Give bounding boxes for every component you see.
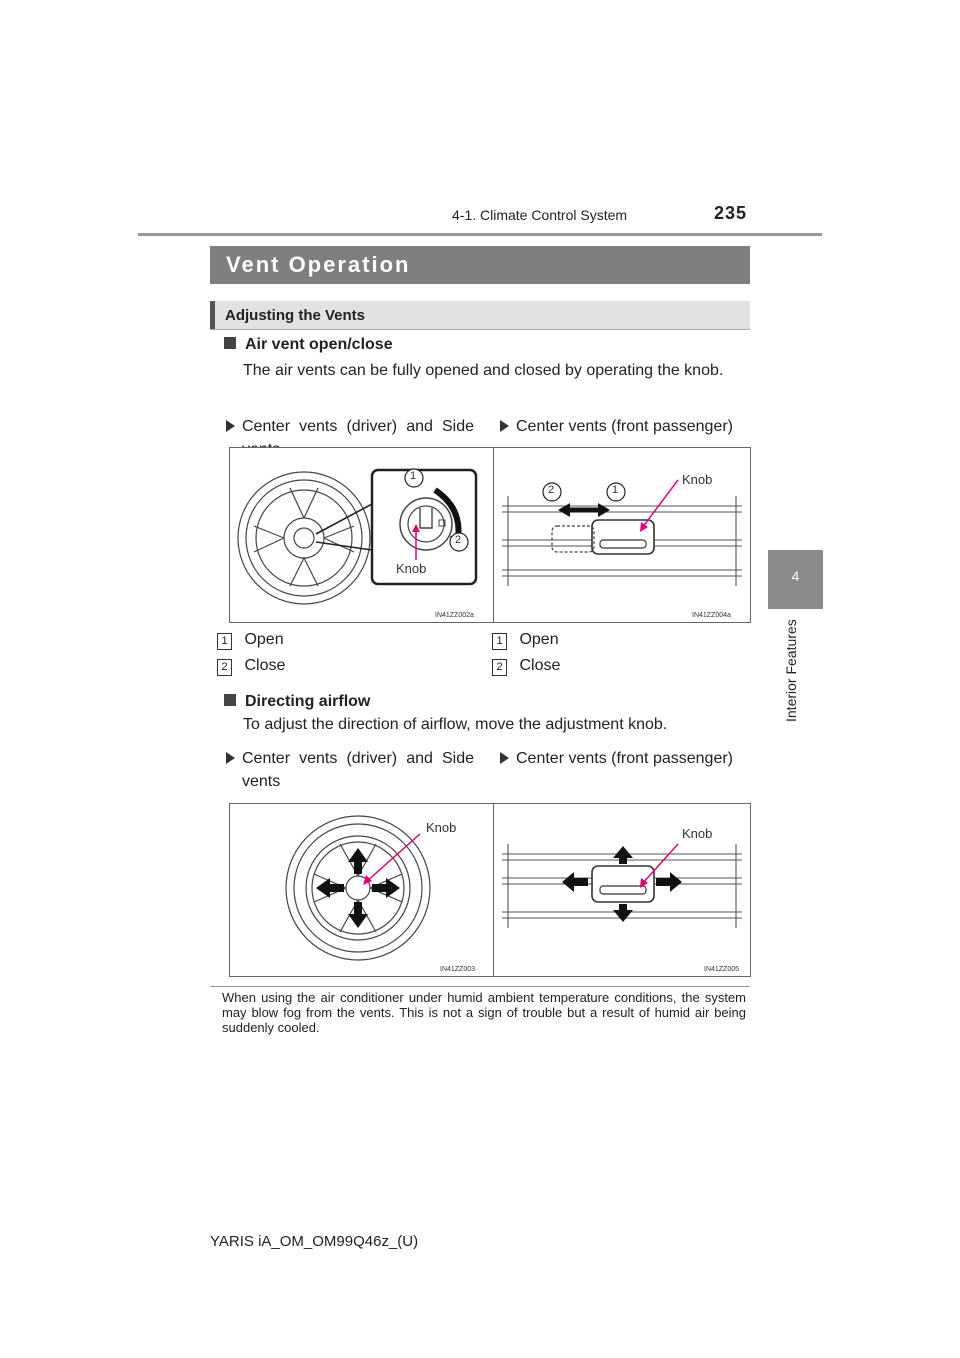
figure-code: IN41ZZ003 — [440, 966, 476, 973]
square-bullet-icon — [224, 694, 236, 706]
legend-right-item-2: 2 Close — [492, 657, 560, 676]
callout-number-2: 2 — [548, 484, 555, 496]
section-title-bar — [210, 246, 750, 284]
square-bullet-icon — [224, 337, 236, 349]
figure-passenger-vent-open-close — [493, 447, 751, 623]
callout-number-1: 1 — [612, 484, 619, 496]
knob-label: Knob — [682, 826, 713, 841]
callout-number-2: 2 — [455, 534, 462, 546]
figure-code: IN41ZZ004a — [692, 612, 731, 619]
arrow-bullet-icon — [226, 420, 235, 432]
knob-label: Knob — [682, 472, 713, 487]
footer-document-id: YARIS iA_OM_OM99Q46z_(U) — [210, 1233, 419, 1250]
airflow-description: To adjust the direction of airflow, move the adjustment knob. — [243, 716, 668, 733]
open-close-right-caption: Center vents (front passenger) — [500, 415, 750, 439]
chapter-title-vertical — [781, 612, 805, 722]
arrow-bullet-icon — [500, 420, 509, 432]
open-close-left-caption: Center vents (driver) and Side — [226, 415, 474, 463]
subsection-title: Adjusting the Vents — [225, 307, 366, 324]
note-divider — [210, 986, 750, 987]
airflow-right-caption: Center vents (front passenger) — [500, 747, 750, 771]
subsection-marker — [210, 301, 215, 329]
legend-number: 1 — [217, 633, 232, 650]
knob-label: Knob — [396, 561, 427, 576]
legend-left-item-1: 1 Open — [217, 631, 284, 650]
note-text: When using the air conditioner under humid ambient temperature conditions, the system may blow fog from the vents. This is not a sign of trouble but a result of humid air being suddenly cooled. — [222, 990, 746, 1035]
figure-code: IN41ZZ005 — [704, 966, 740, 973]
legend-right-item-1: 1 Open — [492, 631, 559, 650]
legend-left-item-2: 2 Close — [217, 657, 285, 676]
figure-code: IN41ZZ002a — [435, 612, 474, 619]
header-rule — [138, 233, 822, 236]
figure-driver-vent-open-close — [229, 447, 495, 623]
chapter-title: Interior Features — [783, 619, 799, 722]
open-close-description: The air vents can be fully opened and closed by operating the knob. — [243, 362, 724, 379]
airflow-left-caption: Center vents (driver) and Side vents — [226, 747, 474, 795]
subsection-title-bar — [210, 301, 750, 330]
knob-label: Knob — [426, 820, 457, 835]
legend-number: 2 — [217, 659, 232, 676]
airflow-heading: Directing airflow — [224, 693, 370, 711]
legend-number: 1 — [492, 633, 507, 650]
arrow-bullet-icon — [500, 752, 509, 764]
chapter-number: 4 — [791, 568, 800, 584]
header-section-title: 4-1. Climate Control System — [452, 207, 628, 223]
figure-passenger-vent-airflow — [493, 803, 751, 977]
page-number: 235 — [714, 203, 748, 223]
callout-number-1: 1 — [410, 470, 417, 482]
open-close-heading: Air vent open/close — [224, 336, 393, 354]
arrow-bullet-icon — [226, 752, 235, 764]
section-title: Vent Operation — [226, 252, 411, 277]
legend-number: 2 — [492, 659, 507, 676]
figure-driver-vent-airflow — [229, 803, 495, 977]
